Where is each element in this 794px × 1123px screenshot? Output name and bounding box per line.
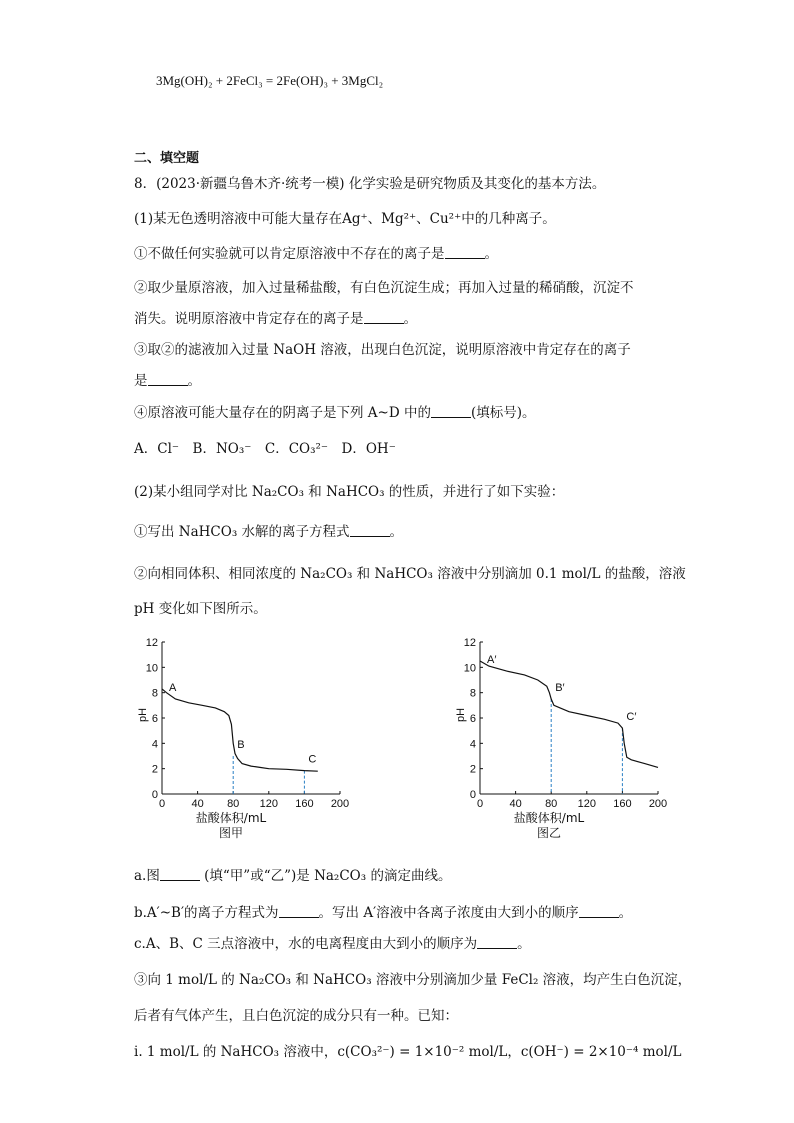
y-tick-label: 8 bbox=[151, 687, 158, 700]
x-tick-label: 80 bbox=[545, 798, 558, 810]
p1-q4-text: ④原溶液可能大量存在的阴离子是下列 A~D 中的 bbox=[134, 405, 431, 421]
answer-blank[interactable] bbox=[579, 905, 619, 918]
top-equation: 3Mg(OH)₂ + 2FeCl₃ = 2Fe(OH)₃ + 3MgCl₂ bbox=[156, 73, 384, 88]
x-tick-label: 120 bbox=[259, 798, 278, 810]
x-tick-label: 200 bbox=[648, 798, 668, 810]
y-tick-label: 0 bbox=[151, 789, 158, 801]
period: 。 bbox=[187, 373, 201, 389]
answer-blank[interactable] bbox=[364, 311, 404, 324]
p2-q3a: ③向 1 mol/L 的 Na₂CO₃ 和 NaHCO₃ 溶液中分别滴加少量 FeCl₂ 溶液，均产生白色沉淀， bbox=[134, 972, 692, 988]
p2-q2b: pH 变化如下图所示。 bbox=[134, 601, 267, 617]
x-axis-label: 盐酸体积/mL bbox=[513, 811, 585, 825]
period: 。 bbox=[389, 524, 404, 540]
q-c bbox=[134, 932, 531, 952]
point-label: C bbox=[308, 753, 317, 766]
y-tick-label: 6 bbox=[469, 713, 476, 725]
q-a-text: a.图 bbox=[134, 868, 160, 884]
answer-blank[interactable] bbox=[477, 936, 517, 949]
point-label: B′ bbox=[555, 682, 565, 694]
x-tick-label: 200 bbox=[330, 798, 350, 810]
period: 。 bbox=[618, 905, 633, 921]
x-tick-label: 40 bbox=[191, 798, 204, 810]
y-tick-label: 6 bbox=[151, 713, 158, 725]
point-label: A bbox=[169, 681, 177, 694]
answer-blank[interactable] bbox=[279, 905, 319, 918]
chart-title: 图甲 bbox=[218, 826, 244, 840]
q-b bbox=[134, 901, 632, 921]
p2-intro: (2)某小组同学对比 Na₂CO₃ 和 NaHCO₃ 的性质，并进行了如下实验： bbox=[134, 484, 565, 500]
q-a bbox=[134, 864, 451, 884]
period: 。 bbox=[517, 936, 531, 952]
x-tick-label: 160 bbox=[295, 798, 314, 810]
y-tick-label: 10 bbox=[145, 662, 158, 675]
p1-q3b-text: 是 bbox=[134, 373, 148, 389]
series-line bbox=[162, 689, 318, 771]
p2-q1 bbox=[134, 520, 403, 540]
q8-stem: 8．(2023·新疆乌鲁木齐·统考一模) 化学实验是研究物质及其变化的基本方法。 bbox=[134, 176, 606, 192]
p2-q2a: ②向相同体积、相同浓度的 Na₂CO₃ 和 NaHCO₃ 溶液中分别滴加 0.1 mol/L 的盐酸，溶液 bbox=[134, 566, 686, 582]
y-tick-label: 2 bbox=[469, 763, 476, 776]
x-tick-label: 120 bbox=[577, 798, 596, 810]
period: 。 bbox=[403, 311, 417, 327]
chart-title: 图乙 bbox=[536, 826, 562, 840]
point-label: B bbox=[237, 739, 245, 751]
y-tick-label: 8 bbox=[469, 687, 476, 700]
p1-intro: (1)某无色透明溶液中可能大量存在Ag⁺、Mg²⁺、Cu²⁺中的几种离子。 bbox=[134, 211, 556, 227]
point-label: C′ bbox=[626, 711, 637, 724]
p1-q2b-text: 消失。说明原溶液中肯定存在的离子是 bbox=[134, 311, 364, 327]
y-tick-label: 12 bbox=[145, 637, 158, 649]
x-tick-label: 0 bbox=[476, 798, 484, 810]
y-tick-label: 4 bbox=[469, 738, 476, 751]
p1-q2a: ②取少量原溶液，加入过量稀盐酸，有白色沉淀生成；再加入过量的稀硝酸，沉淀不 bbox=[134, 280, 634, 296]
y-tick-label: 4 bbox=[151, 738, 158, 751]
answer-blank[interactable] bbox=[350, 524, 390, 537]
p1-q3a: ③取②的滤液加入过量 NaOH 溶液，出现白色沉淀，说明原溶液中肯定存在的离子 bbox=[134, 342, 631, 358]
p1-q4-tail: (填标号)。 bbox=[470, 405, 536, 421]
x-tick-label: 80 bbox=[227, 798, 240, 810]
x-tick-label: 160 bbox=[613, 798, 632, 810]
period: 。 bbox=[484, 246, 498, 262]
y-axis-label: pH bbox=[455, 707, 467, 722]
y-tick-label: 12 bbox=[463, 637, 476, 649]
y-tick-label: 0 bbox=[469, 789, 476, 801]
y-tick-label: 10 bbox=[463, 662, 476, 675]
q-c-text: c.A、B、C 三点溶液中，水的电离程度由大到小的顺序为 bbox=[134, 936, 478, 952]
p2-q1-text: ①写出 NaHCO₃ 水解的离子方程式 bbox=[134, 524, 350, 540]
answer-blank[interactable] bbox=[431, 405, 471, 418]
chart-yi bbox=[448, 630, 688, 850]
q-a-tail: (填“甲”或“乙”)是 Na₂CO₃ 的滴定曲线。 bbox=[199, 868, 452, 884]
p1-q2b bbox=[134, 307, 417, 327]
q-b-text: b.A′~B′的离子方程式为 bbox=[134, 905, 279, 921]
y-tick-label: 2 bbox=[151, 763, 158, 776]
p1-q1 bbox=[134, 242, 498, 262]
x-tick-label: 0 bbox=[158, 798, 166, 810]
x-tick-label: 40 bbox=[509, 798, 522, 810]
point-label: A′ bbox=[487, 654, 497, 666]
answer-blank[interactable] bbox=[148, 373, 188, 386]
answer-blank[interactable] bbox=[445, 246, 485, 259]
chart-jia bbox=[130, 630, 370, 850]
p1-q4 bbox=[134, 401, 536, 421]
p2-q3b: 后者有气体产生，且白色沉淀的成分只有一种。已知： bbox=[134, 1008, 458, 1024]
y-axis-label: pH bbox=[137, 707, 149, 722]
options: A．Cl⁻ B．NO₃⁻ C．CO₃²⁻ D．OH⁻ bbox=[134, 441, 396, 457]
p2-q3c: i. 1 mol/L 的 NaHCO₃ 溶液中，c(CO₃²⁻) = 1×10⁻² mol/L，c(OH⁻) = 2×10⁻⁴ mol/L bbox=[134, 1044, 682, 1060]
p1-q3b bbox=[134, 369, 201, 389]
x-axis-label: 盐酸体积/mL bbox=[195, 811, 267, 825]
section-title: 二、填空题 bbox=[134, 151, 200, 166]
p1-q1-text: ①不做任何实验就可以肯定原溶液中不存在的离子是 bbox=[134, 246, 445, 262]
q-b-mid: 。写出 A′溶液中各离子浓度由大到小的顺序 bbox=[318, 905, 579, 921]
answer-blank[interactable] bbox=[160, 868, 200, 881]
